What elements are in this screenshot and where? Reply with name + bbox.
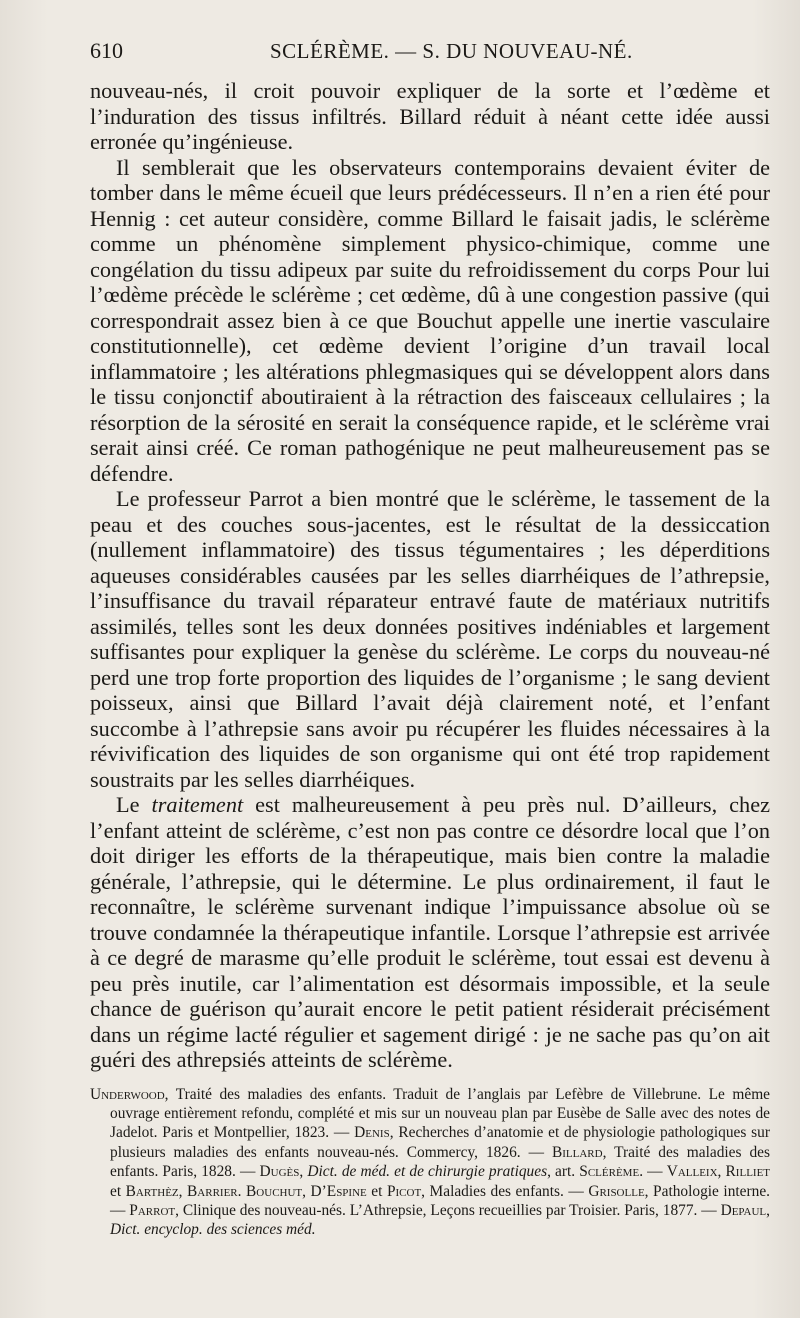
bibliography-entry [90,1085,770,1240]
ref-author: Picot [386,1182,422,1200]
ref-author: Valleix [666,1163,718,1181]
ref-text: et [110,1182,126,1200]
ref-text: , [299,1163,308,1181]
ref-text: , [302,1182,311,1200]
page-header [90,38,770,72]
paragraph-1: nouveau-nés, il croit pouvoir expliquer de la sorte et l’œdème et l’induration des tissus infiltrés. Billard réduit à néant cette idée aussi erronée qu’ingénieuse. [90,78,770,154]
ref-author: Barthèz [125,1182,179,1200]
paragraph-4-rest: est malheureusement à peu près nul. D’ailleurs, chez l’enfant atteint de sclérème, c’est non pas contre ce désordre local que l’on doit diriger les efforts de la thérapeutique, mais bien contre la maladie générale, l’athrepsie, qui le détermine. Le plus ordinairement, il faut le reconnaître, le sclérème survenant indique l’impuissance absolue où se trouve condamnée la thérapeutique infantile. Lorsque l’athrepsie est arrivée à ce degré de marasme qu’elle produit le sclérème, tout essai est devenu à peu près inutile, car l’alimentation est désormais impossible, et la seule chance de guérison qu’aurait encore le petit patient résiderait précisément dans un régime lacté régulier et sagement dirigé : je ne sache pas qu’on ait guéri des athrepsiés atteints de sclérème. [90,792,770,1072]
ref-text: . [237,1182,247,1200]
ref-title: Dict. de méd. et de chirurgie pratiques [307,1163,548,1181]
ref-author: Bouchut [246,1182,303,1200]
ref-author: Barrier [187,1182,238,1200]
ref-text: , Clinique des nouveau-nés. L’Athrepsie, Leçons recueillies par Troisier. Paris, 1877. — [175,1201,721,1219]
ref-text: , Traité des maladies des enfants. Paris, 1828. — [110,1143,770,1181]
ref-author: Dugès [259,1163,300,1181]
main-text [90,78,770,1073]
ref-author: Parrot [129,1201,176,1219]
ref-text: , Pathologie interne. — [110,1182,771,1219]
ref-text: , Traité des maladies des enfants. Traduit de l’anglais par Lefèbre de Villebrune. Le même ouvrage entièrement refondu, complété et mis sur un nouveau plan par Eusèbe de Salle avec des notes de Jadelot. Paris et Montpellier, 1823. — [110,1085,770,1142]
ref-text: , Maladies des enfants. — [421,1182,589,1200]
ref-author: Billard [551,1143,603,1161]
ref-author: D’Espine [310,1182,367,1200]
running-title: SCLÉRÈME. — S. DU NOUVEAU-NÉ. [270,39,633,63]
ref-text: , art. [547,1163,580,1181]
paragraph-4-lead: Le [116,792,152,817]
ref-text: , Recherches d’anatomie et de physiologie pathologiques sur plusieurs maladies des enfants nouveau-nés. Commercy, 1826. — [110,1124,770,1161]
ref-author: Rilliet [725,1163,771,1181]
ref-text: , [717,1163,726,1181]
paragraph-2: Il semblerait que les observateurs contemporains devaient éviter de tomber dans le même écueil que leurs prédécesseurs. Il n’en a rien été pour Hennig : cet auteur considère, comme Billard le faisait jadis, le sclérème comme un phénomène simplement physico-chimique, comme une congélation du tissu adipeux par suite du refroidissement du corps Pour lui l’œdème précède le sclérème ; cet œdème, dû à une congestion passive (qui correspondrait assez bien à ce que Bouchut appelle une inertie vasculaire constitutionnelle), cet œdème devient l’origine d’un travail local inflammatoire ; les altérations phlegmasiques qui se développent alors dans le tissu conjonctif aboutiraient à la rétraction des faisceaux cellulaires ; la résorption de la sérosité en serait la conséquence rapide, et le sclérème vrai serait ainsi créé. Ce roman pathogénique ne peut malheureusement pas se défendre. [90,154,770,486]
ref-text: et [366,1182,387,1200]
ref-article: Sclérème [579,1163,640,1181]
ref-author: Denis [354,1124,390,1142]
bibliography [90,1085,770,1240]
ref-author: Underwood [90,1085,165,1103]
ref-text: . — [639,1163,667,1181]
ref-text: , [766,1201,770,1219]
page-number: 610 [90,38,123,63]
paragraph-4-emphasis: traitement [151,792,244,817]
ref-text: , [178,1182,188,1200]
paragraph-3: Le professeur Parrot a bien montré que le sclérème, le tassement de la peau et des couches sous-jacentes, est le résultat de la dessiccation (nullement inflammatoire) des tissus tégumentaires ; les déperditions aqueuses considérables causées par les selles diarrhéiques de l’athrepsie, l’insuffisance du travail réparateur entravé faute de matériaux nutritifs assimilés, telles sont les deux données positives indéniables et largement suffisantes pour expliquer la genèse du sclérème. Le corps du nouveau-né perd une trop forte proportion des liquides de l’organisme ; le sang devient poisseux, ainsi que Billard l’avait déjà clairement noté, et l’enfant succombe à l’athrepsie sans avoir pu récupérer les fluides nécessaires à la révivification des liquides de son organisme qui ont été trop rapidement soustraits par les selles diarrhéiques. [90,486,770,792]
ref-author: Grisolle [588,1182,645,1200]
paragraph-4 [90,792,770,1073]
ref-title: Dict. encyclop. des sciences méd. [110,1221,316,1239]
ref-author: Depaul [720,1201,767,1219]
